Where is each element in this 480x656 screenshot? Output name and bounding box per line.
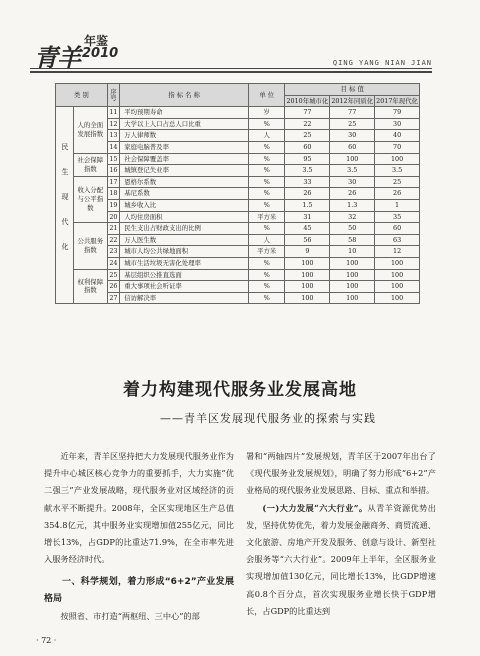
target-2012-cell: 3.5: [330, 165, 375, 177]
target-2010-cell: 77: [285, 107, 330, 119]
target-2012-cell: 32: [330, 211, 375, 223]
target-2010-cell: 100: [285, 257, 330, 269]
subcategory-cell: 收入分配与公平指数: [74, 176, 108, 222]
indicator-name-cell: 家庭电脑普及率: [120, 141, 249, 153]
header-category: 类 别: [56, 84, 108, 107]
subcategory-cell: 公共服务指数: [74, 223, 108, 269]
serial-cell: 22: [107, 234, 120, 246]
target-2017-cell: 12: [375, 246, 420, 258]
target-2017-cell: 3.5: [375, 165, 420, 177]
indicator-name-cell: 城市生活垃圾无害化处理率: [120, 257, 249, 269]
table-row: [56, 153, 420, 165]
unit-cell: %: [248, 188, 285, 200]
paragraph: [246, 500, 436, 620]
table-row: [56, 188, 420, 200]
header-indicator-name: 指 标 名 称: [120, 84, 249, 107]
article-left-column: [44, 448, 234, 626]
paragraph: 署和“两轴四片”发展规划，青羊区于2007年出台了《现代服务业发展规划》，明确了努力形成“6+2”产业格局的现代服务业发展思路、目标、重点和举措。: [246, 451, 436, 496]
target-2012-cell: 100: [330, 292, 375, 304]
indicator-name-cell: 基尼系数: [120, 188, 249, 200]
serial-cell: 20: [107, 211, 120, 223]
target-2010-cell: 33: [285, 176, 330, 188]
unit-cell: 平方米: [248, 246, 285, 258]
article-right-column: [246, 448, 436, 620]
category-cell: 民生现代化: [56, 107, 74, 304]
indicator-table: [55, 83, 420, 304]
yearbook-logo-book: 年鉴: [84, 34, 109, 48]
subcategory-cell: 权利保障指数: [74, 269, 108, 304]
target-2010-cell: 100: [285, 269, 330, 281]
table-row: [56, 165, 420, 177]
paragraph: 按照省、市打造“两枢纽、三中心”的部: [60, 611, 200, 622]
header-rule-thick: [30, 71, 432, 73]
header-serial: 序号: [107, 84, 120, 107]
header-target-2017: 2017年现代化: [376, 96, 418, 105]
unit-cell: %: [248, 153, 285, 165]
table-row: [56, 176, 420, 188]
target-2017-cell: 1: [375, 199, 420, 211]
target-2010-cell: 60: [285, 141, 330, 153]
indicator-name-cell: 平均预期寿命: [120, 107, 249, 119]
header-target: 目 标 值: [285, 84, 420, 96]
table-row: [56, 246, 420, 258]
unit-cell: %: [248, 165, 285, 177]
serial-cell: 15: [107, 153, 120, 165]
indicator-name-cell: 城市人均公共绿地面积: [120, 246, 249, 258]
serial-cell: 18: [107, 188, 120, 200]
target-2012-cell: 60: [330, 141, 375, 153]
serial-cell: 19: [107, 199, 120, 211]
indicator-name-cell: 重大事项社会听证率: [120, 281, 249, 293]
target-2017-cell: 100: [375, 269, 420, 281]
article-subtitle: ——青羊区发展现代服务业的探索与实践: [160, 412, 376, 425]
unit-cell: 岁: [248, 107, 285, 119]
unit-cell: %: [248, 269, 285, 281]
serial-cell: 16: [107, 165, 120, 177]
unit-cell: %: [248, 223, 285, 235]
subcategory-cell: 社会保障指数: [74, 153, 108, 176]
table-row: [56, 269, 420, 281]
masthead: [0, 0, 480, 80]
yearbook-logo-year: 2010: [82, 46, 119, 61]
unit-cell: 人: [248, 234, 285, 246]
serial-cell: 17: [107, 176, 120, 188]
unit-cell: %: [248, 118, 285, 130]
table-row: [56, 130, 420, 142]
target-2010-cell: 3.5: [285, 165, 330, 177]
target-2017-cell: 25: [375, 176, 420, 188]
table-row: [56, 141, 420, 153]
serial-cell: 14: [107, 141, 120, 153]
header-target-2010: 2010年城市化: [286, 96, 329, 105]
serial-cell: 27: [107, 292, 120, 304]
target-2010-cell: 22: [285, 118, 330, 130]
table-row: [56, 234, 420, 246]
subsection-heading: (一)大力发展“六大行业”。: [262, 502, 368, 513]
target-2017-cell: 100: [375, 281, 420, 293]
indicator-name-cell: 社会保障覆盖率: [120, 153, 249, 165]
indicator-name-cell: 恩格尔系数: [120, 176, 249, 188]
target-2012-cell: 58: [330, 234, 375, 246]
header-rule-thin: [30, 68, 432, 69]
target-2010-cell: 31: [285, 211, 330, 223]
header-unit: 单 位: [248, 84, 285, 107]
indicator-name-cell: 万人律师数: [120, 130, 249, 142]
unit-cell: %: [248, 257, 285, 269]
target-2012-cell: 1.3: [330, 199, 375, 211]
target-2010-cell: 9: [285, 246, 330, 258]
target-2012-cell: 77: [330, 107, 375, 119]
paragraph-text: 从青羊资源优势出发，坚持优势优先，着力发展金融商务、商贸流通、文化旅游、房地产开发及服务、创意与设计、新型社会服务等“六大行业”。2009年上半年，全区服务业实现增加值130亿元，同比增长13%，比GDP增速高0.8个百分点，首次实现服务业增长快于GDP增长，占GDP的比重达到: [246, 502, 436, 616]
yearbook-logo-name: 青羊: [34, 43, 80, 72]
indicator-name-cell: 人均住房面积: [120, 211, 249, 223]
indicator-name-cell: 城镇登记失业率: [120, 165, 249, 177]
target-2017-cell: 30: [375, 118, 420, 130]
section-heading: 一、科学规划，着力形成“6+2”产业发展格局: [44, 577, 234, 605]
target-2017-cell: 79: [375, 107, 420, 119]
target-2010-cell: 56: [285, 234, 330, 246]
page-number: · 72 ·: [36, 636, 57, 645]
unit-cell: 平方米: [248, 211, 285, 223]
indicator-name-cell: 民生支出占财政支出的比例: [120, 223, 249, 235]
table-row: [56, 199, 420, 211]
yearbook-pinyin: QING YANG NIAN JIAN: [332, 59, 432, 67]
target-2017-cell: 40: [375, 130, 420, 142]
indicator-name-cell: 万人医生数: [120, 234, 249, 246]
unit-cell: %: [248, 199, 285, 211]
target-2017-cell: 100: [375, 292, 420, 304]
paragraph: 近年来，青羊区坚持把大力发展现代服务业作为提升中心城区核心竞争力的重要抓手，大力实施“优二强三”产业发展战略，现代服务业对区域经济的贡献水平不断提升。2008年，全区实现地区生产总值354.8亿元，其中服务业实现增加值255亿元，同比增长13%，占GDP的比重达71.9%，在全市率先进入服务经济时代。: [44, 451, 234, 565]
serial-cell: 11: [107, 107, 120, 119]
indicator-name-cell: 城乡收入比: [120, 199, 249, 211]
target-2017-cell: 63: [375, 234, 420, 246]
table-row: [56, 107, 420, 119]
serial-cell: 23: [107, 246, 120, 258]
header-target-2012: 2012年同质化: [331, 96, 374, 105]
indicator-name-cell: 信访解决率: [120, 292, 249, 304]
target-2012-cell: 30: [330, 130, 375, 142]
table-row: [56, 281, 420, 293]
serial-cell: 13: [107, 130, 120, 142]
target-2012-cell: 100: [330, 257, 375, 269]
serial-cell: 21: [107, 223, 120, 235]
target-2012-cell: 100: [330, 269, 375, 281]
target-2012-cell: 10: [330, 246, 375, 258]
target-2010-cell: 26: [285, 188, 330, 200]
table-row: [56, 211, 420, 223]
article-title: 着力构建现代服务业发展高地: [123, 380, 357, 400]
unit-cell: %: [248, 176, 285, 188]
table-row: [56, 292, 420, 304]
unit-cell: 人: [248, 130, 285, 142]
indicator-name-cell: 大学以上人口占总人口比重: [120, 118, 249, 130]
table-row: [56, 257, 420, 269]
target-2012-cell: 30: [330, 176, 375, 188]
target-2010-cell: 100: [285, 292, 330, 304]
subcategory-cell: 人的全面发展指数: [74, 107, 108, 153]
table-row: [56, 118, 420, 130]
target-2017-cell: 35: [375, 211, 420, 223]
target-2012-cell: 100: [330, 153, 375, 165]
serial-cell: 25: [107, 269, 120, 281]
target-2017-cell: 100: [375, 153, 420, 165]
target-2010-cell: 45: [285, 223, 330, 235]
unit-cell: %: [248, 292, 285, 304]
target-2017-cell: 70: [375, 141, 420, 153]
target-2012-cell: 100: [330, 281, 375, 293]
unit-cell: %: [248, 141, 285, 153]
table-row: [56, 223, 420, 235]
target-2012-cell: 26: [330, 188, 375, 200]
serial-cell: 24: [107, 257, 120, 269]
indicator-name-cell: 基层组织公推直选面: [120, 269, 249, 281]
target-2012-cell: 25: [330, 118, 375, 130]
target-2010-cell: 25: [285, 130, 330, 142]
target-2017-cell: 100: [375, 257, 420, 269]
target-2012-cell: 50: [330, 223, 375, 235]
target-2010-cell: 95: [285, 153, 330, 165]
target-2010-cell: 1.5: [285, 199, 330, 211]
unit-cell: %: [248, 281, 285, 293]
target-2017-cell: 26: [375, 188, 420, 200]
target-2010-cell: 100: [285, 281, 330, 293]
serial-cell: 26: [107, 281, 120, 293]
target-2017-cell: 60: [375, 223, 420, 235]
serial-cell: 12: [107, 118, 120, 130]
